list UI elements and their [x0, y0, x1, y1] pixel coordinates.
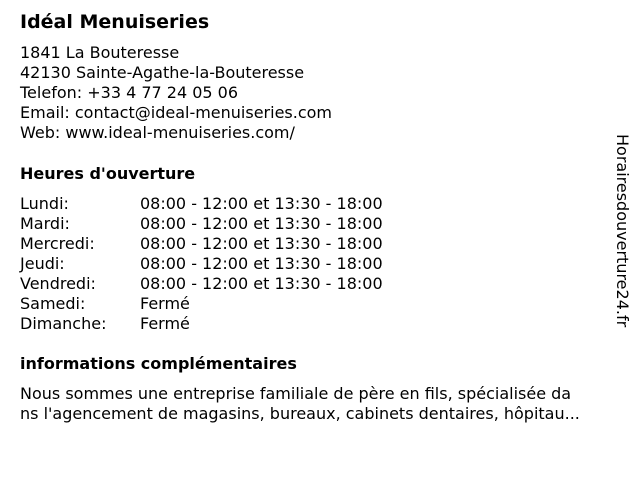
day-label: Samedi: — [20, 294, 86, 313]
day-hours: Fermé — [140, 314, 190, 333]
day-label: Mardi: — [20, 214, 70, 233]
info-line: ns l'agencement de magasins, bureaux, cabinets dentaires, hôpitau... — [20, 404, 580, 423]
day-hours: 08:00 - 12:00 et 13:30 - 18:00 — [140, 214, 383, 233]
day-label: Vendredi: — [20, 274, 96, 293]
day-label: Dimanche: — [20, 314, 107, 333]
day-label: Lundi: — [20, 194, 69, 213]
watermark: Horairesdouverture24.fr — [613, 134, 632, 328]
day-hours: Fermé — [140, 294, 190, 313]
day-hours: 08:00 - 12:00 et 13:30 - 18:00 — [140, 274, 383, 293]
website: Web: www.ideal-menuiseries.com/ — [20, 123, 295, 142]
street-address: 1841 La Bouteresse — [20, 43, 180, 62]
day-hours: 08:00 - 12:00 et 13:30 - 18:00 — [140, 194, 383, 213]
city-address: 42130 Sainte-Agathe-la-Bouteresse — [20, 63, 305, 82]
day-label: Mercredi: — [20, 234, 95, 253]
address-block — [20, 43, 332, 143]
info-text — [20, 384, 580, 424]
email-address: Email: contact@ideal-menuiseries.com — [20, 103, 333, 122]
phone-number: Telefon: +33 4 77 24 05 06 — [20, 83, 239, 102]
day-label: Jeudi: — [20, 254, 65, 273]
day-hours: 08:00 - 12:00 et 13:30 - 18:00 — [140, 254, 383, 273]
business-name: Idéal Menuiseries — [20, 11, 210, 33]
info-heading: informations complémentaires — [20, 354, 297, 373]
info-line: Nous sommes une entreprise familiale de père en fils, spécialisée da — [20, 384, 572, 403]
hours-heading: Heures d'ouverture — [20, 164, 196, 183]
day-hours: 08:00 - 12:00 et 13:30 - 18:00 — [140, 234, 383, 253]
